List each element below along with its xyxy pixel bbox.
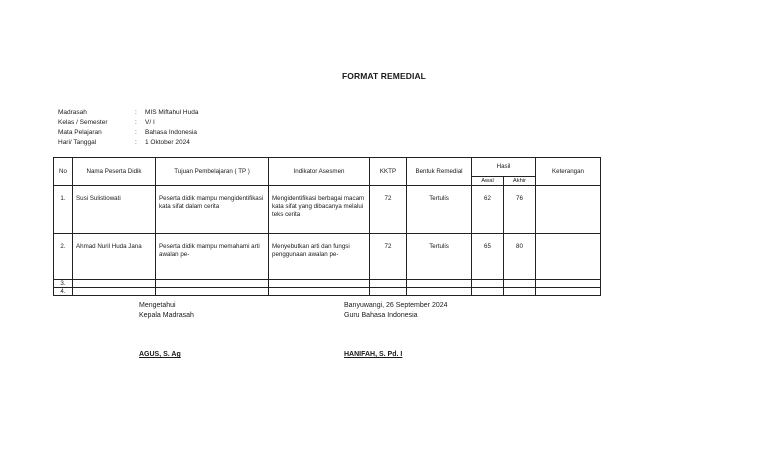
cell-indikator — [269, 280, 370, 288]
cell-no: 1. — [54, 186, 73, 234]
cell-keterangan — [536, 280, 601, 288]
signature-right-line1: Banyuwangi, 26 September 2024 — [344, 302, 448, 309]
info-value: Bahasa Indonesia — [145, 129, 198, 136]
info-row-mapel — [58, 128, 198, 138]
cell-tujuan — [156, 280, 269, 288]
cell-tujuan: Peserta didik mampu memahami arti awalan pe- — [156, 234, 269, 280]
signature-left-name: AGUS, S. Ag — [139, 351, 181, 358]
cell-nama: Ahmad Nuril Huda Jana — [73, 234, 156, 280]
info-value: 1 Oktober 2024 — [145, 139, 190, 146]
header-tujuan: Tujuan Pembelajaran ( TP ) — [156, 158, 269, 186]
signature-left-name-block — [139, 350, 181, 360]
cell-bentuk: Tertulis — [407, 186, 472, 234]
cell-indikator: Menyebutkan arti dan fungsi penggunaan awalan pe- — [269, 234, 370, 280]
cell-kktp — [370, 280, 407, 288]
header-no: No — [54, 158, 73, 186]
cell-nama — [73, 288, 156, 296]
header-indikator: Indikator Asesmen — [269, 158, 370, 186]
cell-awal: 65 — [472, 234, 504, 280]
cell-bentuk — [407, 288, 472, 296]
cell-akhir — [504, 280, 536, 288]
info-label: Madrasah — [58, 109, 87, 116]
cell-tujuan: Peserta didik mampu mengidentifikasi kata sifat dalam cerita — [156, 186, 269, 234]
signature-right-line2: Guru Bahasa Indonesia — [344, 312, 418, 319]
signature-right-name-block — [344, 350, 402, 360]
cell-awal — [472, 280, 504, 288]
info-block — [58, 108, 198, 148]
info-colon: : — [135, 139, 137, 146]
signature-left-line2: Kepala Madrasah — [139, 312, 194, 319]
signature-right-name: HANIFAH, S. Pd. I — [344, 351, 403, 358]
signature-left-line1: Mengetahui — [139, 302, 176, 309]
cell-keterangan — [536, 288, 601, 296]
cell-bentuk — [407, 280, 472, 288]
cell-no: 2. — [54, 234, 73, 280]
cell-keterangan — [536, 234, 601, 280]
info-colon: : — [135, 119, 137, 126]
cell-akhir: 76 — [504, 186, 536, 234]
cell-tujuan — [156, 288, 269, 296]
cell-nama — [73, 280, 156, 288]
cell-akhir — [504, 288, 536, 296]
table-row — [54, 280, 601, 288]
cell-indikator — [269, 288, 370, 296]
info-value: V/ I — [145, 119, 155, 126]
header-keterangan: Keterangan — [536, 158, 601, 186]
info-label: Mata Pelajaran — [58, 129, 102, 136]
info-colon: : — [135, 109, 137, 116]
cell-kktp — [370, 288, 407, 296]
cell-keterangan — [536, 186, 601, 234]
signature-left — [139, 301, 194, 321]
cell-awal — [472, 288, 504, 296]
remedial-table — [53, 157, 601, 296]
cell-bentuk: Tertulis — [407, 234, 472, 280]
signature-right — [344, 301, 448, 321]
table-row — [54, 234, 601, 280]
table-row — [54, 186, 601, 234]
info-row-madrasah — [58, 108, 198, 118]
cell-akhir: 80 — [504, 234, 536, 280]
info-label: Kelas / Semester — [58, 119, 108, 126]
cell-indikator: Mengidentifikasi berbagai macam kata sifat yang dibacanya melalui teks cerita — [269, 186, 370, 234]
cell-kktp: 72 — [370, 186, 407, 234]
info-label: Hari/ Tanggal — [58, 139, 97, 146]
cell-nama: Susi Sulistiowati — [73, 186, 156, 234]
cell-no: 3. — [54, 280, 73, 288]
header-bentuk: Bentuk Remedial — [407, 158, 472, 186]
header-awal: Awal — [472, 177, 504, 186]
info-colon: : — [135, 129, 137, 136]
info-row-kelas — [58, 118, 198, 128]
info-row-tanggal — [58, 138, 198, 148]
table-header-row — [54, 158, 601, 177]
cell-awal: 62 — [472, 186, 504, 234]
document-title: FORMAT REMEDIAL — [342, 71, 426, 81]
cell-no: 4. — [54, 288, 73, 296]
header-hasil: Hasil — [472, 158, 536, 177]
header-nama: Nama Peserta Didik — [73, 158, 156, 186]
info-value: MIS Miftahul Huda — [145, 109, 199, 116]
table-row — [54, 288, 601, 296]
header-kktp: KKTP — [370, 158, 407, 186]
header-akhir: Akhir — [504, 177, 536, 186]
cell-kktp: 72 — [370, 234, 407, 280]
